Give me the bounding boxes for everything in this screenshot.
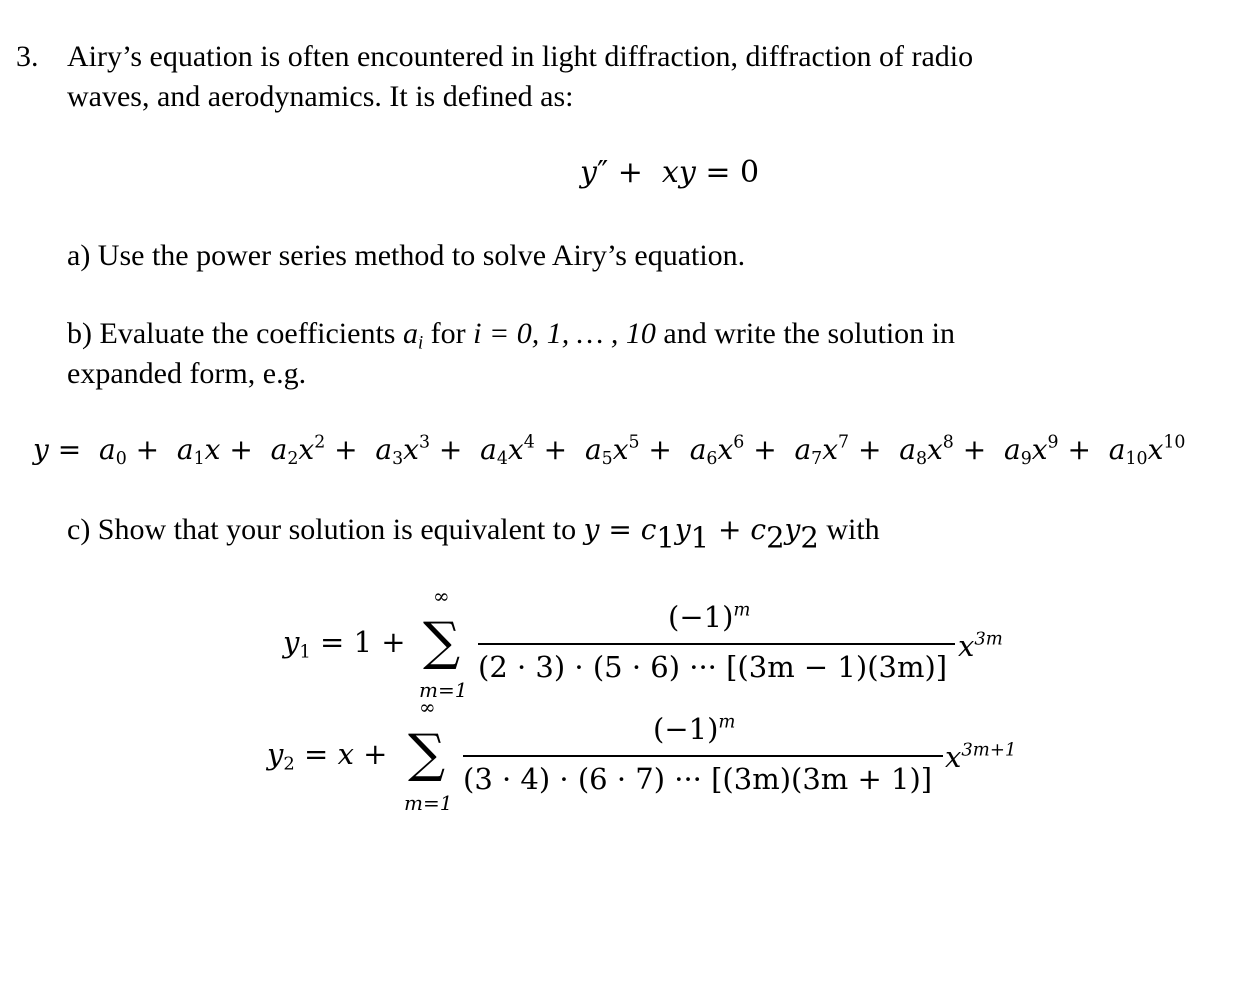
y1-numerator-exp: m: [733, 599, 751, 621]
y2-numerator-exp: m: [718, 711, 736, 733]
y2-denominator: (3 · 4) · (6 · 7) ··· [(3m)(3m + 1)]: [463, 762, 933, 796]
coefficient-symbol: a: [402, 317, 418, 350]
y1-lhs: $y_1 = 1$ +: [283, 625, 406, 663]
y1-numerator: [668, 600, 750, 634]
y2-power-term: $x^{3m+1}$: [945, 739, 1017, 774]
y2-numerator-base: (−1): [653, 712, 719, 746]
airy-equation: y″ + xy = 0: [580, 155, 760, 190]
y1-denominator: (2 · 3) · (5 · 6) ··· [(3m − 1)(3m)]: [478, 650, 948, 684]
expanded-series-equation: $y = a_0 + a_1x + a_2x^2 + a_3x^3 + a_4x^4 + a_5x^5 + a_6x^6 + a_7x^7 + a_8x^8 + a_9x^9 + a_{10}x^{10}$: [33, 432, 1186, 470]
y1-fraction-bar: [478, 643, 955, 645]
index-range: i = 0, 1, … , 10: [473, 317, 656, 350]
y2-sum-upper-limit: ∞: [419, 695, 436, 719]
part-b-text-for: for: [423, 317, 474, 350]
y1-power: 3m: [974, 628, 1003, 650]
y1-numerator-base: (−1): [668, 600, 734, 634]
part-c-text-before: c) Show that your solution is equivalent to: [67, 513, 584, 546]
y2-sum-lower-limit: m=1: [404, 791, 453, 815]
part-c-text-after: with: [818, 513, 880, 546]
y2-power: 3m+1: [961, 739, 1017, 761]
y1-power-term: $x^{3m}$: [958, 628, 1003, 663]
part-b-line-2: expanded form, e.g.: [67, 357, 307, 390]
part-c-line: c) Show that your solution is equivalent to $y = c_1y_1 + c_2y_2$ with: [67, 513, 880, 555]
problem-intro-line-1: Airy’s equation is often encountered in light diffraction, diffraction of radio: [67, 40, 974, 73]
problem-intro-line-2: waves, and aerodynamics. It is defined as:: [67, 80, 574, 113]
part-b-text-after: and write the solution in: [655, 317, 956, 350]
general-solution: y: [583, 513, 600, 546]
y1-sum-upper-limit: ∞: [433, 584, 450, 608]
y2-lhs: $y_2 = x$ +: [267, 737, 388, 775]
coefficient-subscript: i: [417, 332, 424, 354]
y2-fraction-bar: [463, 755, 943, 757]
y2-numerator: [653, 712, 735, 746]
y1-sigma-symbol: ∑: [423, 612, 461, 672]
problem-number: 3.: [16, 40, 39, 73]
part-b-text-before: b) Evaluate the coefficients: [67, 317, 403, 350]
part-a-text: a) Use the power series method to solve Airy’s equation.: [67, 239, 746, 272]
y1-sum-lower-limit: m=1: [419, 678, 468, 702]
y2-sigma-symbol: ∑: [408, 724, 446, 784]
part-b-line-1: [67, 314, 955, 354]
